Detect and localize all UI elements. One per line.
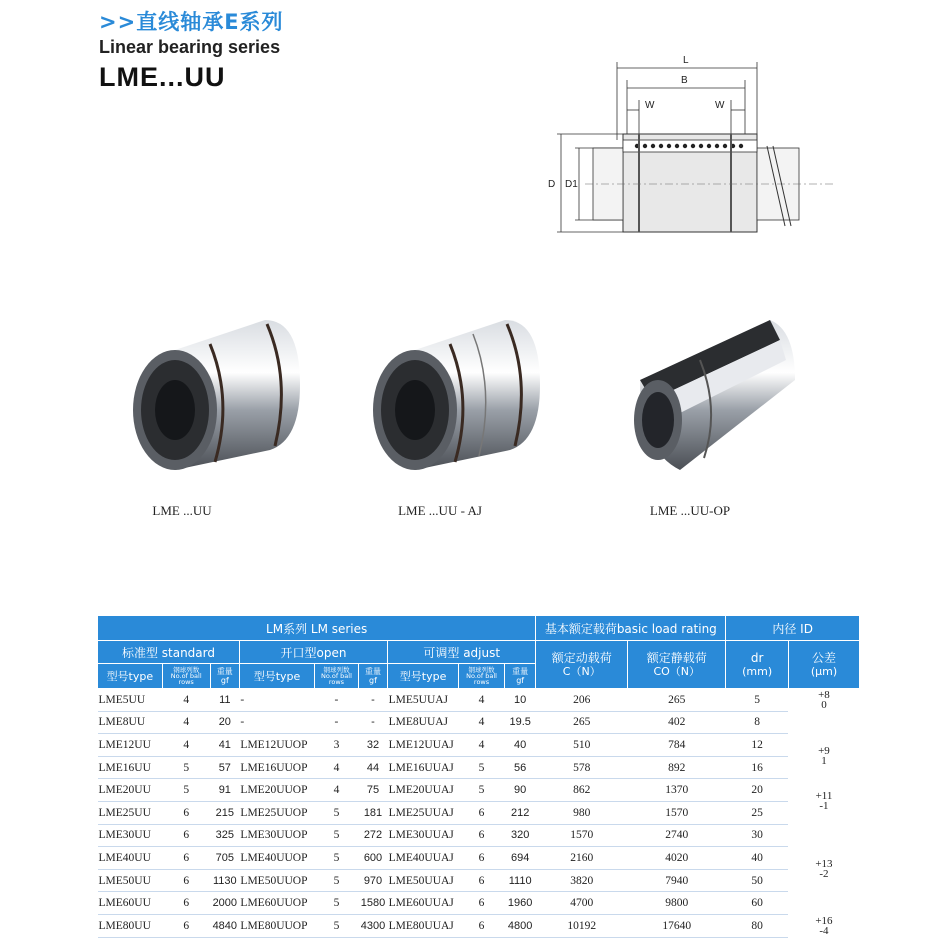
table-cell: 3 xyxy=(315,734,359,757)
table-cell: 4 xyxy=(315,756,359,779)
table-cell: 3820 xyxy=(536,869,628,892)
table-cell: 10192 xyxy=(536,914,628,937)
tolerance-lower: -4 xyxy=(819,924,829,937)
table-cell: 56 xyxy=(505,756,536,779)
table-cell: 5 xyxy=(162,779,210,802)
table-cell: 91 xyxy=(210,779,239,802)
table-cell: LME12UUOP xyxy=(239,734,314,757)
table-cell: - xyxy=(358,689,387,712)
table-cell: LME16UUAJ xyxy=(388,756,459,779)
table-cell: 20 xyxy=(726,779,789,802)
table-cell: - xyxy=(315,711,359,734)
table-cell: 694 xyxy=(505,847,536,870)
table-cell: LME60UUAJ xyxy=(388,892,459,915)
table-cell: 6 xyxy=(162,892,210,915)
bearing-photo-adjust xyxy=(355,300,555,480)
table-cell: LME60UUOP xyxy=(239,892,314,915)
tolerance-cell xyxy=(788,824,859,914)
sub-standard: 标准型 standard xyxy=(98,641,240,664)
table-cell: LME20UUOP xyxy=(239,779,314,802)
table-cell: LME30UUAJ xyxy=(388,824,459,847)
table-cell: 30 xyxy=(726,824,789,847)
sub-open: 开口型open xyxy=(239,641,387,664)
dimension-diagram xyxy=(545,50,835,240)
table-cell: 212 xyxy=(505,801,536,824)
bearing-photo-open xyxy=(600,300,800,480)
table-cell: 12 xyxy=(726,734,789,757)
col-rows-standard: 钢球列数 No.of ball rows xyxy=(162,664,210,689)
table-cell: 10 xyxy=(505,689,536,712)
col-tolerance: 公差 (μm) xyxy=(788,641,859,689)
dim-label-L: L xyxy=(683,55,689,66)
photo-caption-adjust: LME ...UU - AJ xyxy=(398,503,482,518)
table-cell: LME80UUAJ xyxy=(388,914,459,937)
table-cell: 6 xyxy=(162,824,210,847)
table-cell: 1130 xyxy=(210,869,239,892)
table-cell: 6 xyxy=(162,847,210,870)
table-cell: 784 xyxy=(628,734,726,757)
table-cell: 40 xyxy=(726,847,789,870)
group-load-rating: 基本额定载荷basic load rating xyxy=(536,616,726,641)
table-cell: LME50UU xyxy=(98,869,163,892)
table-cell: 20 xyxy=(210,711,239,734)
sub-adjust: 可调型 adjust xyxy=(388,641,536,664)
table-cell: LME40UU xyxy=(98,847,163,870)
table-cell: 578 xyxy=(536,756,628,779)
table-cell: LME20UUAJ xyxy=(388,779,459,802)
table-cell: 206 xyxy=(536,689,628,712)
col-rows-open: 钢球列数 No.of ball rows xyxy=(315,664,359,689)
model-title: LME...UU xyxy=(99,62,226,92)
table-cell: 16 xyxy=(726,756,789,779)
dim-label-D1: D1 xyxy=(565,179,578,190)
page-title-cn: >>直线轴承E系列 xyxy=(99,10,284,34)
dim-label-W-left: W xyxy=(645,100,655,111)
table-cell: 6 xyxy=(459,847,505,870)
table-cell: 402 xyxy=(628,711,726,734)
table-cell: 600 xyxy=(358,847,387,870)
bearing-photo-standard xyxy=(115,300,315,480)
tolerance-cell xyxy=(788,734,859,779)
table-cell: 5 xyxy=(315,847,359,870)
table-cell: 1570 xyxy=(536,824,628,847)
table-cell: 8 xyxy=(726,711,789,734)
table-cell: 5 xyxy=(459,779,505,802)
tolerance-cell xyxy=(788,779,859,824)
table-cell: 9800 xyxy=(628,892,726,915)
table-cell: LME25UU xyxy=(98,801,163,824)
table-row xyxy=(98,779,860,802)
tolerance-lower: -1 xyxy=(819,800,829,813)
table-cell: 4 xyxy=(459,711,505,734)
table-cell: 41 xyxy=(210,734,239,757)
table-cell: 5 xyxy=(315,801,359,824)
col-weight-standard: 重量 gf xyxy=(210,664,239,689)
table-cell: 11 xyxy=(210,689,239,712)
table-cell: 6 xyxy=(459,892,505,915)
col-type-adjust: 型号type xyxy=(388,664,459,689)
col-weight-adjust: 重量 gf xyxy=(505,664,536,689)
table-row xyxy=(98,824,860,847)
table-cell: 7940 xyxy=(628,869,726,892)
table-cell: 1570 xyxy=(628,801,726,824)
table-cell: 5 xyxy=(726,689,789,712)
col-static-load: 额定静载荷 CO（N） xyxy=(628,641,726,689)
table-cell: LME30UU xyxy=(98,824,163,847)
table-cell: 4300 xyxy=(358,914,387,937)
col-type-standard: 型号type xyxy=(98,664,163,689)
table-cell: 980 xyxy=(536,801,628,824)
table-cell: 215 xyxy=(210,801,239,824)
table-cell: 90 xyxy=(505,779,536,802)
table-cell: 75 xyxy=(358,779,387,802)
tolerance-cell xyxy=(788,689,859,712)
table-cell: LME25UUOP xyxy=(239,801,314,824)
tolerance-lower: 1 xyxy=(821,755,827,768)
table-cell: LME25UUAJ xyxy=(388,801,459,824)
table-cell: 705 xyxy=(210,847,239,870)
table-cell: 320 xyxy=(505,824,536,847)
table-cell: 1960 xyxy=(505,892,536,915)
tolerance-lower: 0 xyxy=(821,699,827,712)
dim-label-D: D xyxy=(548,179,556,190)
table-cell: 80 xyxy=(726,914,789,937)
table-cell: 265 xyxy=(536,711,628,734)
table-cell: 6 xyxy=(459,824,505,847)
table-cell: 6 xyxy=(162,869,210,892)
table-cell: 4 xyxy=(162,711,210,734)
group-lm-series: LM系列 LM series xyxy=(98,616,536,641)
dim-label-W-right: W xyxy=(715,100,725,111)
table-cell: 60 xyxy=(726,892,789,915)
table-cell: 4 xyxy=(315,779,359,802)
table-cell: 4800 xyxy=(505,914,536,937)
table-cell: 5 xyxy=(315,914,359,937)
table-cell: LME50UUOP xyxy=(239,869,314,892)
table-cell: 6 xyxy=(162,801,210,824)
table-cell: - xyxy=(239,711,314,734)
table-cell: 6 xyxy=(459,801,505,824)
table-cell: LME50UUAJ xyxy=(388,869,459,892)
table-row xyxy=(98,892,860,915)
table-cell: 4 xyxy=(162,689,210,712)
table-cell: LME5UU xyxy=(98,689,163,712)
table-cell: 1110 xyxy=(505,869,536,892)
tolerance-upper: +8 xyxy=(818,689,830,702)
table-cell: LME80UU xyxy=(98,914,163,937)
table-cell: 181 xyxy=(358,801,387,824)
table-cell: 5 xyxy=(315,824,359,847)
table-cell: 25 xyxy=(726,801,789,824)
col-weight-open: 重量 gf xyxy=(358,664,387,689)
table-cell: 4 xyxy=(459,689,505,712)
table-cell: 1580 xyxy=(358,892,387,915)
spec-table xyxy=(97,615,860,938)
table-cell: 5 xyxy=(315,869,359,892)
table-cell: 2000 xyxy=(210,892,239,915)
table-cell: 272 xyxy=(358,824,387,847)
table-row xyxy=(98,734,860,757)
table-cell: LME80UUOP xyxy=(239,914,314,937)
table-cell: 4 xyxy=(459,734,505,757)
table-cell: LME16UUOP xyxy=(239,756,314,779)
table-cell: 4700 xyxy=(536,892,628,915)
table-cell: - xyxy=(358,711,387,734)
table-cell: 510 xyxy=(536,734,628,757)
col-type-open: 型号type xyxy=(239,664,314,689)
table-cell: - xyxy=(239,689,314,712)
table-cell: 50 xyxy=(726,869,789,892)
tolerance-cell xyxy=(788,914,859,937)
table-cell: 265 xyxy=(628,689,726,712)
col-dr: dr (mm) xyxy=(726,641,789,689)
table-cell: 40 xyxy=(505,734,536,757)
table-row xyxy=(98,711,860,734)
table-row xyxy=(98,689,860,712)
photo-caption-open: LME ...UU-OP xyxy=(649,503,731,518)
table-cell: 4 xyxy=(162,734,210,757)
group-inner-diameter: 内径 ID xyxy=(726,616,860,641)
page-subtitle: Linear bearing series xyxy=(99,37,281,57)
photo-caption-standard: LME ...UU xyxy=(152,503,212,518)
col-rows-adjust: 钢球列数 No.of ball rows xyxy=(459,664,505,689)
table-cell: LME12UUAJ xyxy=(388,734,459,757)
table-cell: 5 xyxy=(315,892,359,915)
table-cell: 4840 xyxy=(210,914,239,937)
table-cell: 32 xyxy=(358,734,387,757)
table-cell: LME20UU xyxy=(98,779,163,802)
table-cell: LME40UUAJ xyxy=(388,847,459,870)
table-row xyxy=(98,756,860,779)
table-cell: 5 xyxy=(459,756,505,779)
table-row xyxy=(98,801,860,824)
table-cell: - xyxy=(315,689,359,712)
col-dynamic-load: 额定动载荷 C（N） xyxy=(536,641,628,689)
table-cell: 862 xyxy=(536,779,628,802)
table-cell: 6 xyxy=(459,914,505,937)
table-cell: 5 xyxy=(162,756,210,779)
table-cell: 325 xyxy=(210,824,239,847)
table-cell: 1370 xyxy=(628,779,726,802)
table-cell: 57 xyxy=(210,756,239,779)
table-row xyxy=(98,869,860,892)
table-cell: 2740 xyxy=(628,824,726,847)
table-cell: LME5UUAJ xyxy=(388,689,459,712)
tolerance-upper: +13 xyxy=(815,858,833,871)
tolerance-upper: +16 xyxy=(815,914,833,927)
tolerance-lower: -2 xyxy=(819,868,829,881)
table-cell: 19.5 xyxy=(505,711,536,734)
table-cell: LME30UUOP xyxy=(239,824,314,847)
table-cell: 17640 xyxy=(628,914,726,937)
table-cell: LME40UUOP xyxy=(239,847,314,870)
table-cell: 2160 xyxy=(536,847,628,870)
table-cell: 970 xyxy=(358,869,387,892)
table-cell: 6 xyxy=(459,869,505,892)
tolerance-upper: +9 xyxy=(818,745,830,758)
tolerance-upper: +11 xyxy=(815,790,833,803)
dim-label-B: B xyxy=(681,75,688,86)
table-cell: LME8UU xyxy=(98,711,163,734)
table-cell: LME8UUAJ xyxy=(388,711,459,734)
table-cell: 44 xyxy=(358,756,387,779)
table-row xyxy=(98,914,860,937)
table-cell: LME60UU xyxy=(98,892,163,915)
table-row xyxy=(98,847,860,870)
table-cell: LME12UU xyxy=(98,734,163,757)
table-cell: 4020 xyxy=(628,847,726,870)
table-cell: 892 xyxy=(628,756,726,779)
table-cell: LME16UU xyxy=(98,756,163,779)
table-cell: 6 xyxy=(162,914,210,937)
